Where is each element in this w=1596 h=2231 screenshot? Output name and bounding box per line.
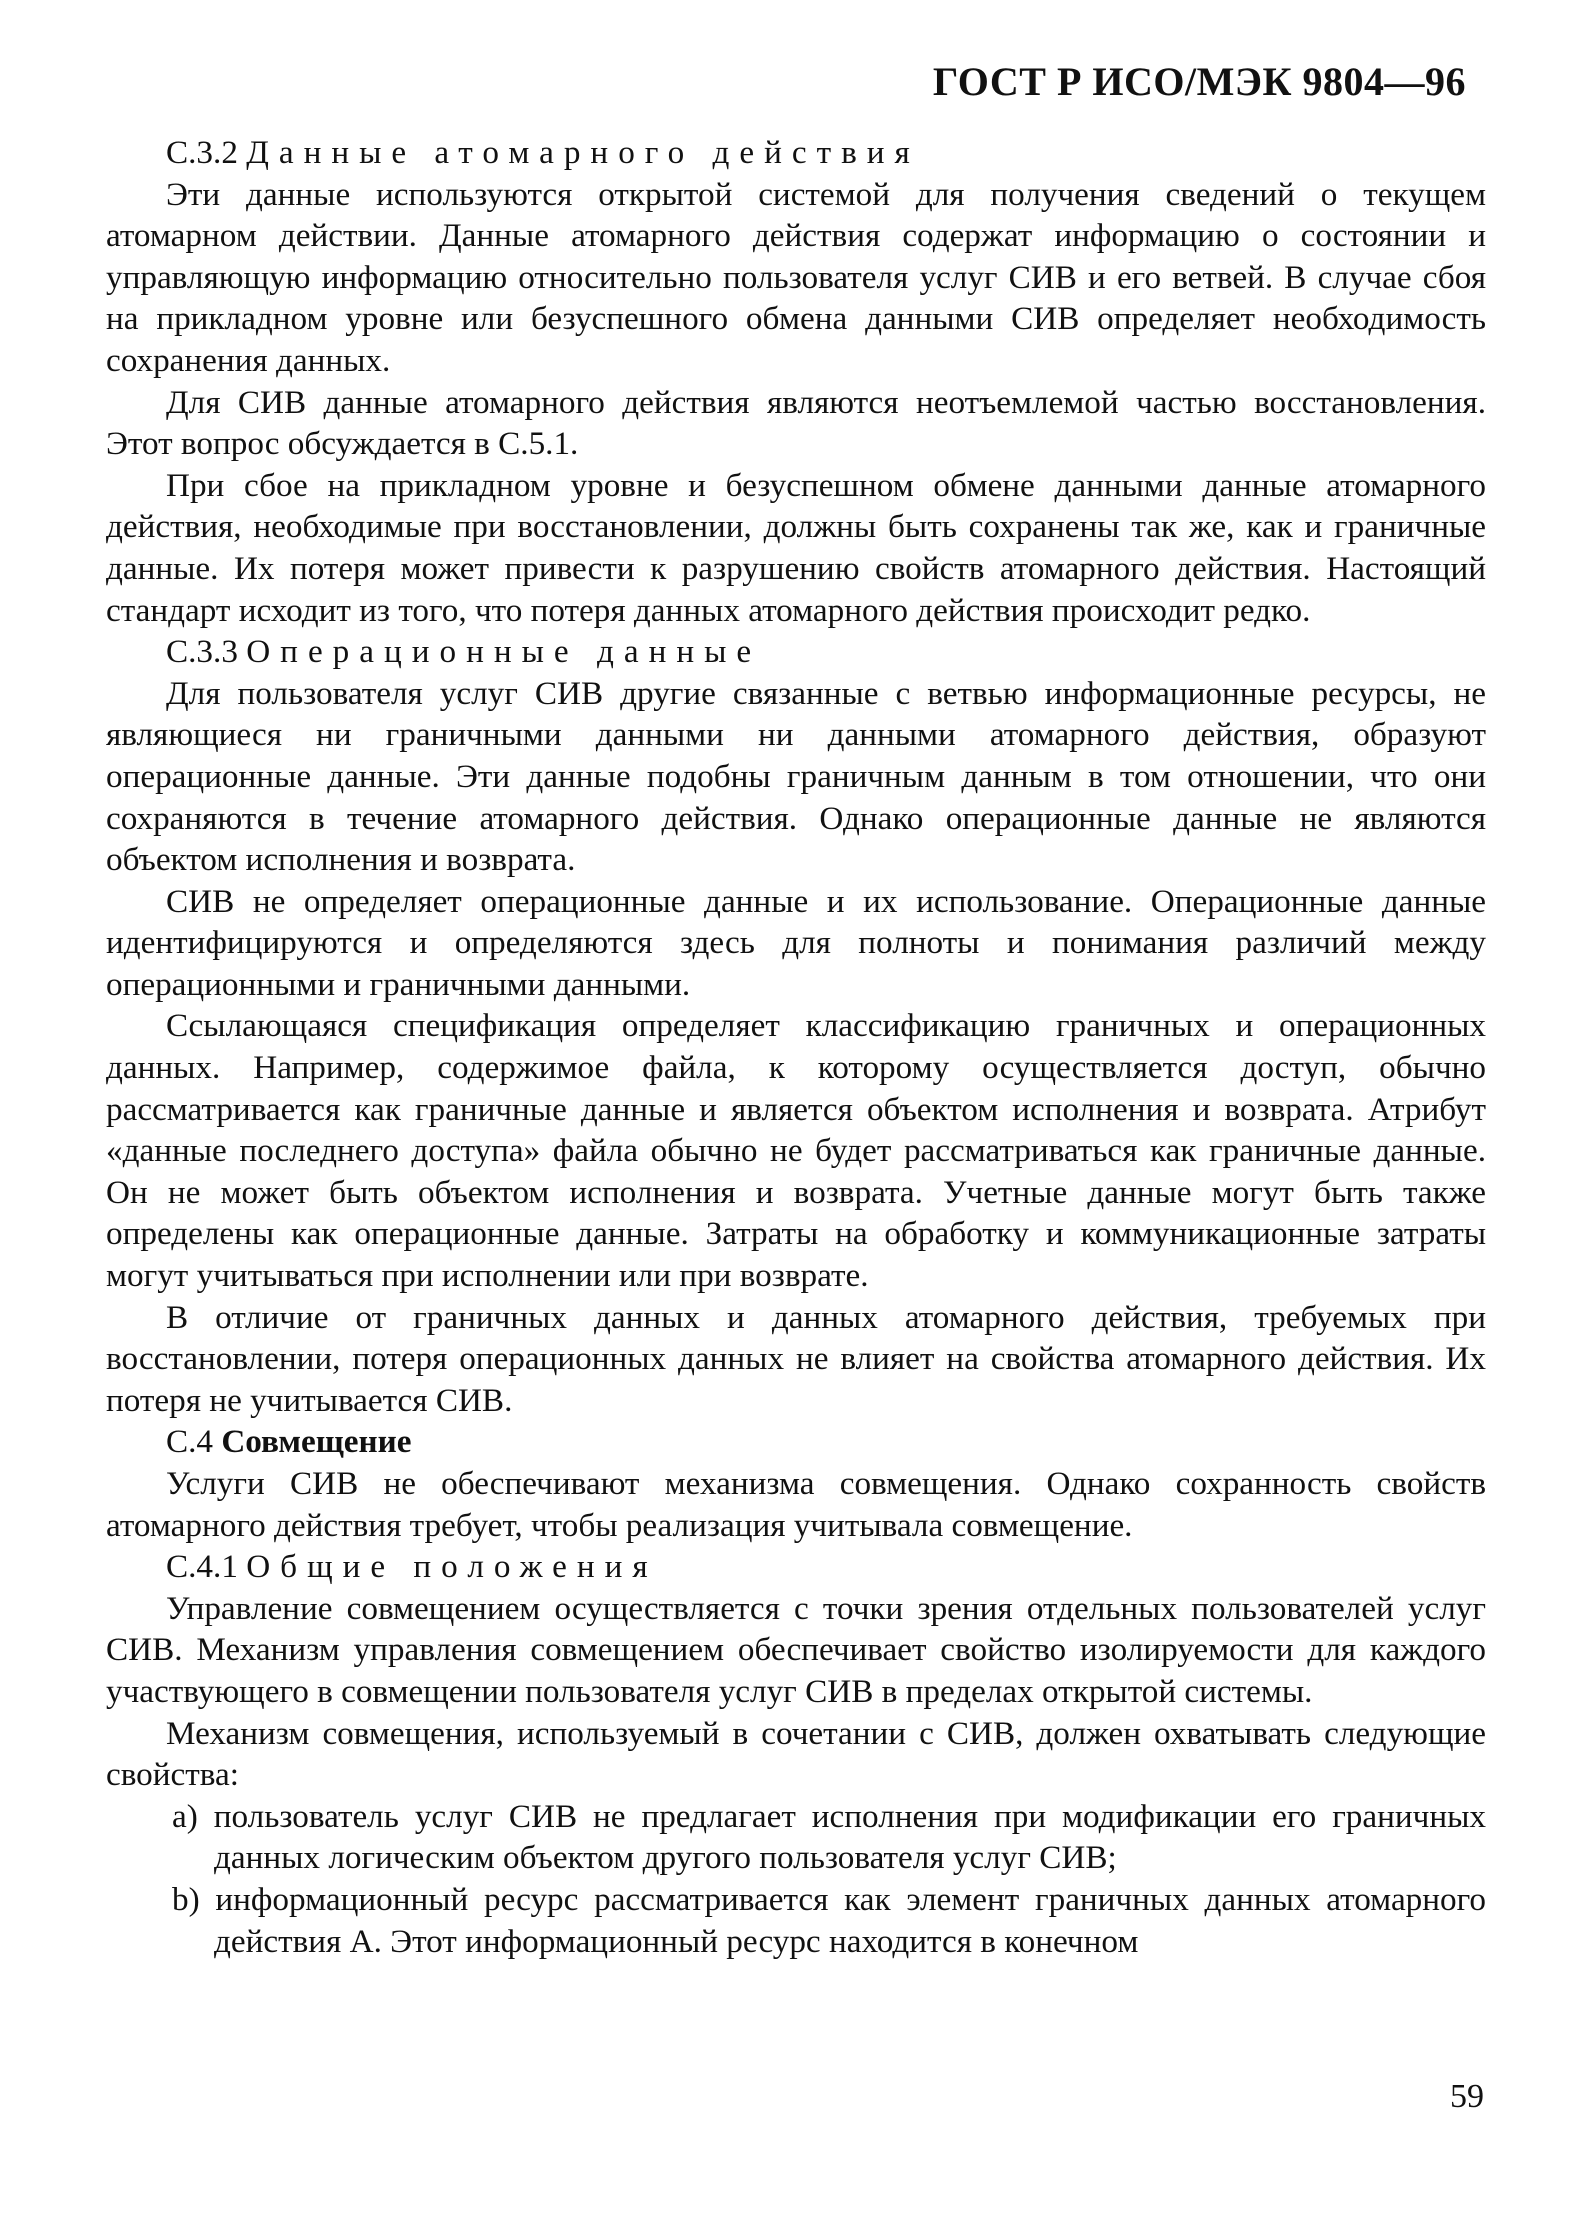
document-body: [106, 132, 1486, 1962]
paragraph: Услуги СИВ не обеспечивают механизма совмещения. Однако сохранность свойств атомарного действия требует, чтобы реализация учитывала совмещение.: [106, 1465, 1486, 1544]
list-item: b) информационный ресурс рассматривается как элемент граничных данных атомарного действия А. Этот информационный ресурс находится в конечном: [172, 1880, 1486, 1960]
document-code-header: ГОСТ Р ИСО/МЭК 9804—96: [932, 59, 1466, 104]
paragraph: Механизм совмещения, используемый в сочетании с СИВ, должен охватывать следующие свойства:: [106, 1714, 1486, 1794]
section-heading-c32: [106, 132, 1486, 174]
paragraph: Управление совмещением осуществляется с точки зрения отдельных пользователей услуг СИВ. Механизм управления совмещением обеспечивает свойство изолируемости для каждого участвующего в совмещении пользователя услуг СИВ в пределах открытой системы.: [106, 1589, 1486, 1710]
paragraph: Для пользователя услуг СИВ другие связанные с ветвью информационные ресурсы, не являющиеся ни граничными данными ни данными атомарного действия, образуют операционные данные. Эти данные подобны граничным данным в том отношении, что они сохраняются в течение атомарного действия. Однако операционные данные не являются объектом исполнения и возврата.: [106, 674, 1486, 879]
paragraph: СИВ не определяет операционные данные и их использование. Операционные данные идентифицируются и определяются здесь для полноты и понимания различий между операционными и граничными данными.: [106, 882, 1486, 1003]
section-number: С.3.2: [166, 134, 238, 171]
page-number: 59: [1450, 2078, 1484, 2115]
section-title: Совмещение: [221, 1423, 412, 1461]
paragraph: В отличие от граничных данных и данных атомарного действия, требуемых при восстановлении, потеря операционных данных не влияет на свойства атомарного действия. Их потеря не учитывается СИВ.: [106, 1298, 1486, 1419]
section-heading-c33: [106, 631, 1486, 673]
section-heading-c4: [106, 1421, 1486, 1463]
section-title: Общие положения: [246, 1548, 658, 1586]
section-number: С.3.3: [166, 633, 238, 671]
paragraph: Для СИВ данные атомарного действия являются неотъемлемой частью восстановления. Этот вопрос обсуждается в С.5.1.: [106, 383, 1486, 463]
section-title: Операционные данные: [246, 633, 762, 671]
list-item: а) пользователь услуг СИВ не предлагает исполнения при модификации его граничных данных логическим объектом другого пользователя услуг СИВ;: [172, 1797, 1486, 1877]
section-heading-c41: [106, 1546, 1486, 1588]
section-number: С.4: [166, 1423, 214, 1461]
paragraph: Ссылающаяся спецификация определяет классификацию граничных и операционных данных. Например, содержимое файла, к которому осуществляется доступ, обычно рассматривается как граничные данные и является объектом исполнения и возврата. Атрибут «данные последнего доступа» файла обычно не будет рассматриваться как граничные данные. Он не может быть объектом исполнения и возврата. Учетные данные могут быть также определены как операционные данные. Затраты на обработку и коммуникационные затраты могут учитываться при исполнении или при возврате.: [106, 1007, 1486, 1295]
paragraph: При сбое на прикладном уровне и безуспешном обмене данными данные атомарного действия, необходимые при восстановлении, должны быть сохранены так же, как и граничные данные. Их потеря может привести к разрушению свойств атомарного действия. Настоящий стандарт исходит из того, что потеря данных атомарного действия происходит редко.: [106, 466, 1486, 629]
section-title: Данные атомарного действия: [246, 134, 920, 171]
section-number: С.4.1: [166, 1548, 238, 1586]
paragraph: Эти данные используются открытой системой для получения сведений о текущем атомарном действии. Данные атомарного действия содержат информацию о состоянии и управляющую информацию относительно пользователя услуг СИВ и его ветвей. В случае сбоя на прикладном уровне или безуспешного обмена данными СИВ определяет необходимость сохранения данных.: [106, 175, 1486, 379]
